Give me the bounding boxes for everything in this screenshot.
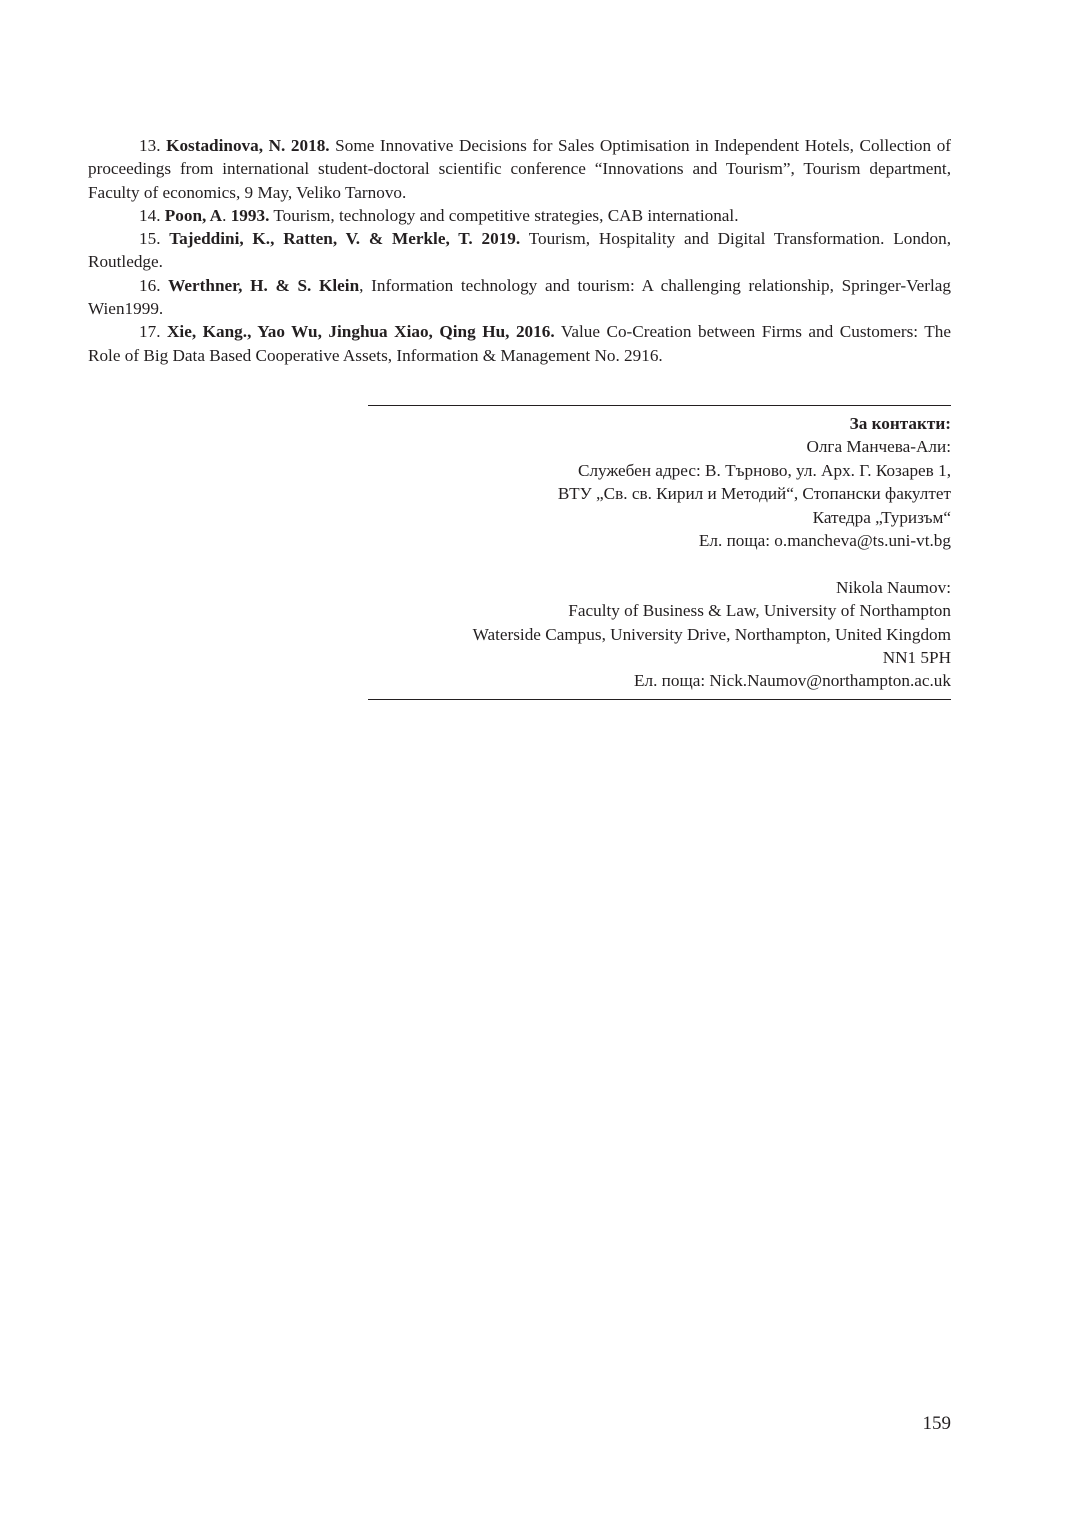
reference-list	[88, 134, 951, 367]
reference-authors: Xie, Kang., Yao Wu, Jinghua Xiao, Qing Hu, 2016.	[167, 322, 555, 342]
reference-number: 15.	[139, 229, 170, 249]
contact-name: Nikola Naumov:	[835, 577, 951, 597]
reference-number: 14.	[139, 205, 165, 225]
reference-14	[88, 204, 951, 227]
contact-department: Катедра „Туризъм“	[812, 507, 951, 527]
reference-year: 1993.	[230, 205, 270, 225]
reference-authors: Tajeddini, K., Ratten, V. & Merkle, T. 2019.	[169, 229, 521, 249]
reference-authors: Werthner, H. & S. Klein	[168, 275, 360, 295]
reference-text: Tourism, Hospitality and Digital Transformation. London, Routledge.	[88, 229, 952, 272]
reference-number: 16.	[139, 275, 169, 295]
reference-13	[88, 134, 951, 204]
reference-17	[88, 320, 951, 367]
contact-email: Ел. поща: o.mancheva@ts.uni-vt.bg	[698, 531, 951, 551]
contact-address-line: ВТУ „Св. св. Кирил и Методий“, Стопански факултет	[557, 484, 951, 504]
contacts-heading: За контакти:	[849, 414, 951, 433]
contact-email: Ел. поща: Nick.Naumov@northampton.ac.uk	[634, 671, 951, 691]
reference-16	[88, 274, 951, 321]
reference-authors: Poon, A	[164, 205, 223, 225]
contact-address-line: Служебен адрес: В. Търново, ул. Арх. Г. Козарев 1,	[577, 460, 951, 480]
reference-text: Some Innovative Decisions for Sales Optimisation in Independent Hotels, Collection of proceedings from international student-doctoral scientific conference “Innovations and Tourism”, Tourism department, Faculty of economics, 9 May, Veliko Tarnovo.	[88, 136, 952, 202]
reference-authors: Kostadinova, N. 2018.	[166, 136, 330, 155]
contacts-block	[368, 405, 951, 700]
contact-postcode: NN1 5PH	[882, 648, 951, 668]
reference-15	[88, 227, 951, 274]
contact-name: Олга Манчева-Али:	[806, 437, 951, 457]
page-number: 159	[922, 1413, 951, 1434]
contact-address-line: Waterside Campus, University Drive, Northampton, United Kingdom	[472, 624, 951, 644]
reference-separator: .	[222, 205, 231, 225]
reference-number: 13.	[139, 136, 167, 155]
contacts-spacer	[368, 552, 951, 575]
reference-text: , Information technology and tourism: A challenging relationship, Springer-Verlag Wien1999.	[88, 275, 952, 319]
reference-text: Tourism, technology and competitive strategies, CAB international.	[269, 205, 739, 225]
reference-number: 17.	[139, 322, 168, 342]
reference-text: Value Co-Creation between Firms and Customers: The Role of Big Data Based Cooperative Assets, Information & Management No. 2916.	[88, 322, 951, 365]
contact-affiliation: Faculty of Business & Law, University of Northampton	[568, 601, 951, 621]
